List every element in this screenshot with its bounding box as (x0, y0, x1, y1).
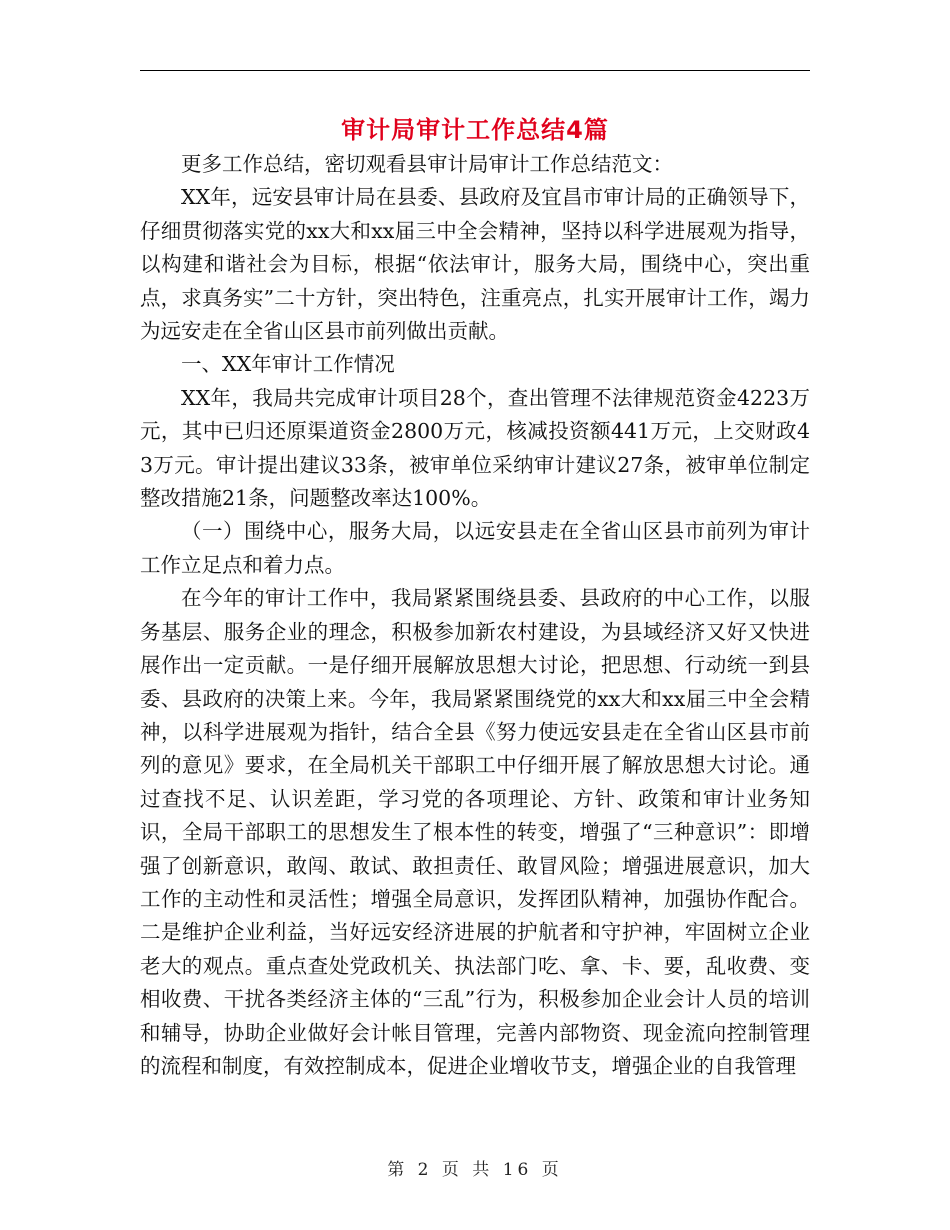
section-heading: 一、XX年审计工作情况 (181, 352, 395, 377)
subsection-heading: （一）围绕中心，服务大局，以远安县走在全省山区县市前列为审计工作立足点和着力点。 (140, 519, 810, 577)
header-rule (140, 70, 810, 71)
paragraph-detail: 在今年的审计工作中，我局紧紧围绕县委、县政府的中心工作，以服务基层、服务企业的理念，积极参加新农村建设，为县域经济又好又快进展作出一定贡献。一是仔细开展解放思想大讨论，把思想、行动统一到县委、县政府的决策上来。今年，我局紧紧围绕党的xx大和xx届三中全会精神，以科学进展观为指针，结合全县《努力使远安县走在全省山区县市前列的意见》要求，在全局机关干部职工中仔细开展了解放思想大讨论。通过查找不足、认识差距，学习党的各项理论、方针、政策和审计业务知识，全局干部职工的思想发生了根本性的转变，增强了“三种意识”：即增强了创新意识，敢闯、敢试、敢担责任、敢冒风险；增强进展意识，加大工作的主动性和灵活性；增强全局意识，发挥团队精神，加强协作配合。二是维护企业利益，当好远安经济进展的护航者和守护神，牢固树立企业老大的观点。重点查处党政机关、执法部门吃、拿、卡、要，乱收费、变相收费、干扰各类经济主体的“三乱”行为，积极参加企业会计人员的培训和辅导，协助企业做好会计帐目管理，完善内部物资、现金流向控制管理的流程和制度，有效控制成本，促进企业增收节支，增强企业的自我管理 (140, 586, 810, 1078)
paragraph-statistics: XX年，我局共完成审计项目28个，查出管理不法律规范资金4223万元，其中已归还原渠道资金2800万元，核减投资额441万元，上交财政43万元。审计提出建议33条，被审单位采纳审计建议27条，被审单位制定整改措施21条，问题整改率达100%。 (140, 385, 810, 511)
document-title: 审计局审计工作总结4篇 (341, 116, 609, 144)
document-body (140, 148, 810, 1083)
paragraph-intro: 更多工作总结，密切观看县审计局审计工作总结范文： (181, 152, 673, 176)
paragraph-summary: XX年，远安县审计局在县委、县政府及宜昌市审计局的正确领导下，仔细贯彻落实党的xx大和xx届三中全会精神，坚持以科学进展观为指导，以构建和谐社会为目标，根据“依法审计，服务大局，围绕中心，突出重点，求真务实”二十方针，突出特色，注重亮点，扎实开展审计工作，竭力为远安走在全省山区县市前列做出贡献。 (140, 185, 810, 344)
page-number: 第 2 页 共 16 页 (387, 1160, 563, 1180)
